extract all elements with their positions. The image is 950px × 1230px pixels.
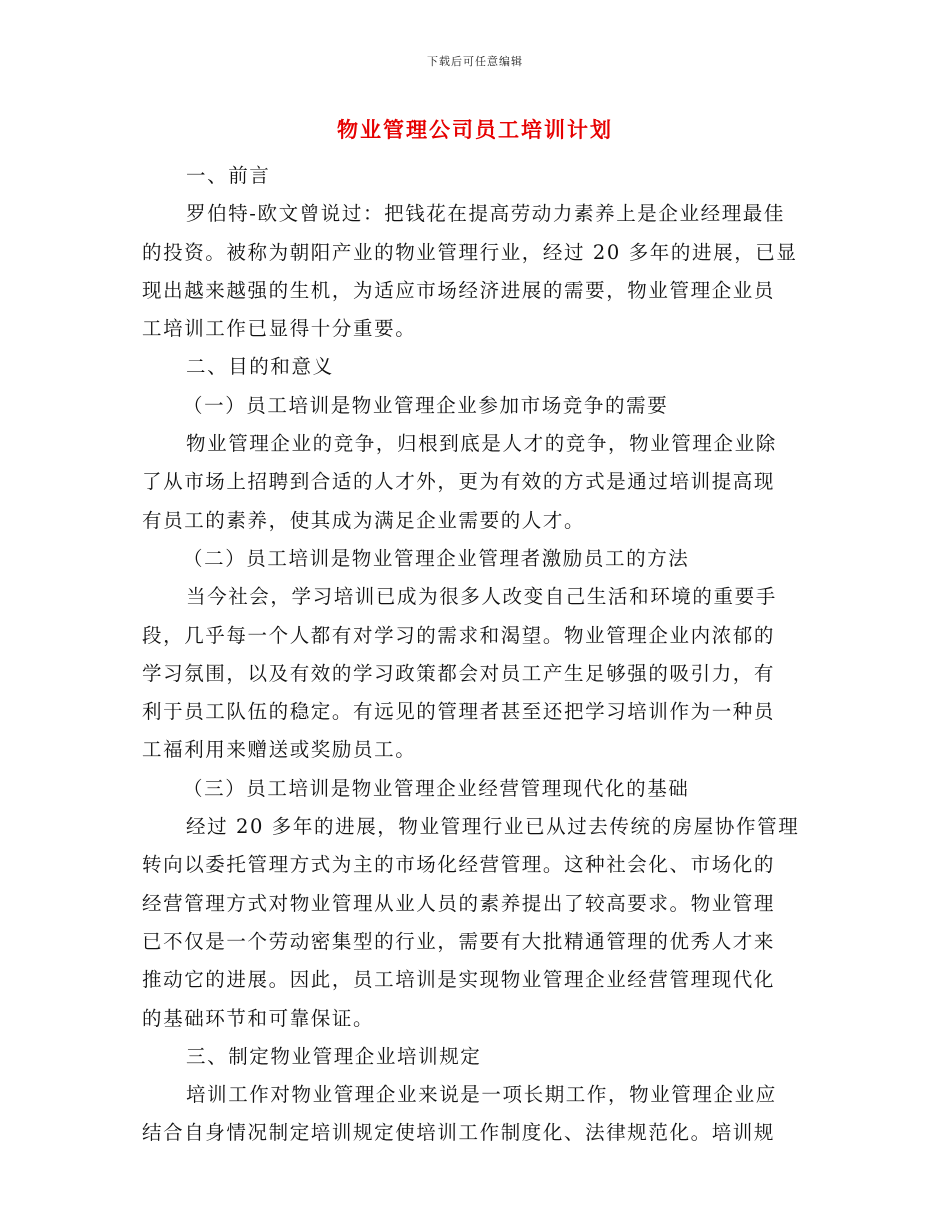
paragraph-line: 罗伯特-欧文曾说过：把钱花在提高劳动力素养上是企业经理最佳: [186, 202, 785, 226]
subsection-heading: （二）员工培训是物业管理企业管理者激励员工的方法: [183, 546, 690, 570]
paragraph-line: 经过 20 多年的进展，物业管理行业已从过去传统的房屋协作管理: [186, 815, 800, 839]
subsection-heading: （三）员工培训是物业管理企业经营管理现代化的基础: [183, 776, 690, 800]
paragraph-line: 段，几乎每一个人都有对学习的需求和渴望。物业管理企业内浓郁的: [142, 623, 776, 647]
paragraph-line: 培训工作对物业管理企业来说是一项长期工作，物业管理企业应: [186, 1083, 777, 1107]
paragraph-line: 现出越来越强的生机，为适应市场经济进展的需要，物业管理企业员: [142, 278, 776, 302]
paragraph-line: 工培训工作已显得十分重要。: [142, 317, 417, 341]
paragraph-line: 的投资。被称为朝阳产业的物业管理行业，经过 20 多年的进展，已显: [142, 240, 798, 264]
section-heading: 一、前言: [186, 164, 271, 187]
paragraph-line: 了从市场上招聘到合适的人才外，更为有效的方式是通过培训提高现: [142, 470, 776, 494]
paragraph-line: 的基础环节和可靠保证。: [142, 1006, 375, 1030]
document-body: [142, 157, 804, 1153]
paragraph-line: 物业管理企业的竞争，归根到底是人才的竞争，物业管理企业除: [186, 432, 777, 456]
paragraph-line: 利于员工队伍的稳定。有远见的管理者甚至还把学习培训作为一种员: [142, 700, 776, 724]
paragraph-line: 推动它的进展。因此，员工培训是实现物业管理企业经营管理现代化: [142, 968, 776, 992]
paragraph-line: 转向以委托管理方式为主的市场化经营管理。这种社会化、市场化的: [142, 853, 776, 877]
paragraph-line: 当今社会，学习培训已成为很多人改变自己生活和环境的重要手: [186, 585, 777, 609]
paragraph-line: 已不仅是一个劳动密集型的行业，需要有大批精通管理的优秀人才来: [142, 929, 776, 953]
paragraph-line: 学习氛围，以及有效的学习政策都会对员工产生足够强的吸引力，有: [142, 661, 776, 685]
paragraph-line: 工福利用来赠送或奖励员工。: [142, 738, 417, 762]
section-heading: 二、目的和意义: [186, 355, 334, 379]
paragraph-line: 经营管理方式对物业管理从业人员的素养提出了较高要求。物业管理: [142, 891, 776, 915]
section-heading: 三、制定物业管理企业培训规定: [186, 1044, 482, 1068]
document-title: 物业管理公司员工培训计划: [337, 117, 613, 142]
paragraph-line: 有员工的素养，使其成为满足企业需要的人才。: [142, 508, 586, 532]
subsection-heading: （一）员工培训是物业管理企业参加市场竞争的需要: [183, 393, 669, 417]
header-note: 下载后可任意编辑: [427, 55, 523, 68]
paragraph-line: 结合自身情况制定培训规定使培训工作制度化、法律规范化。培训规: [142, 1121, 776, 1145]
